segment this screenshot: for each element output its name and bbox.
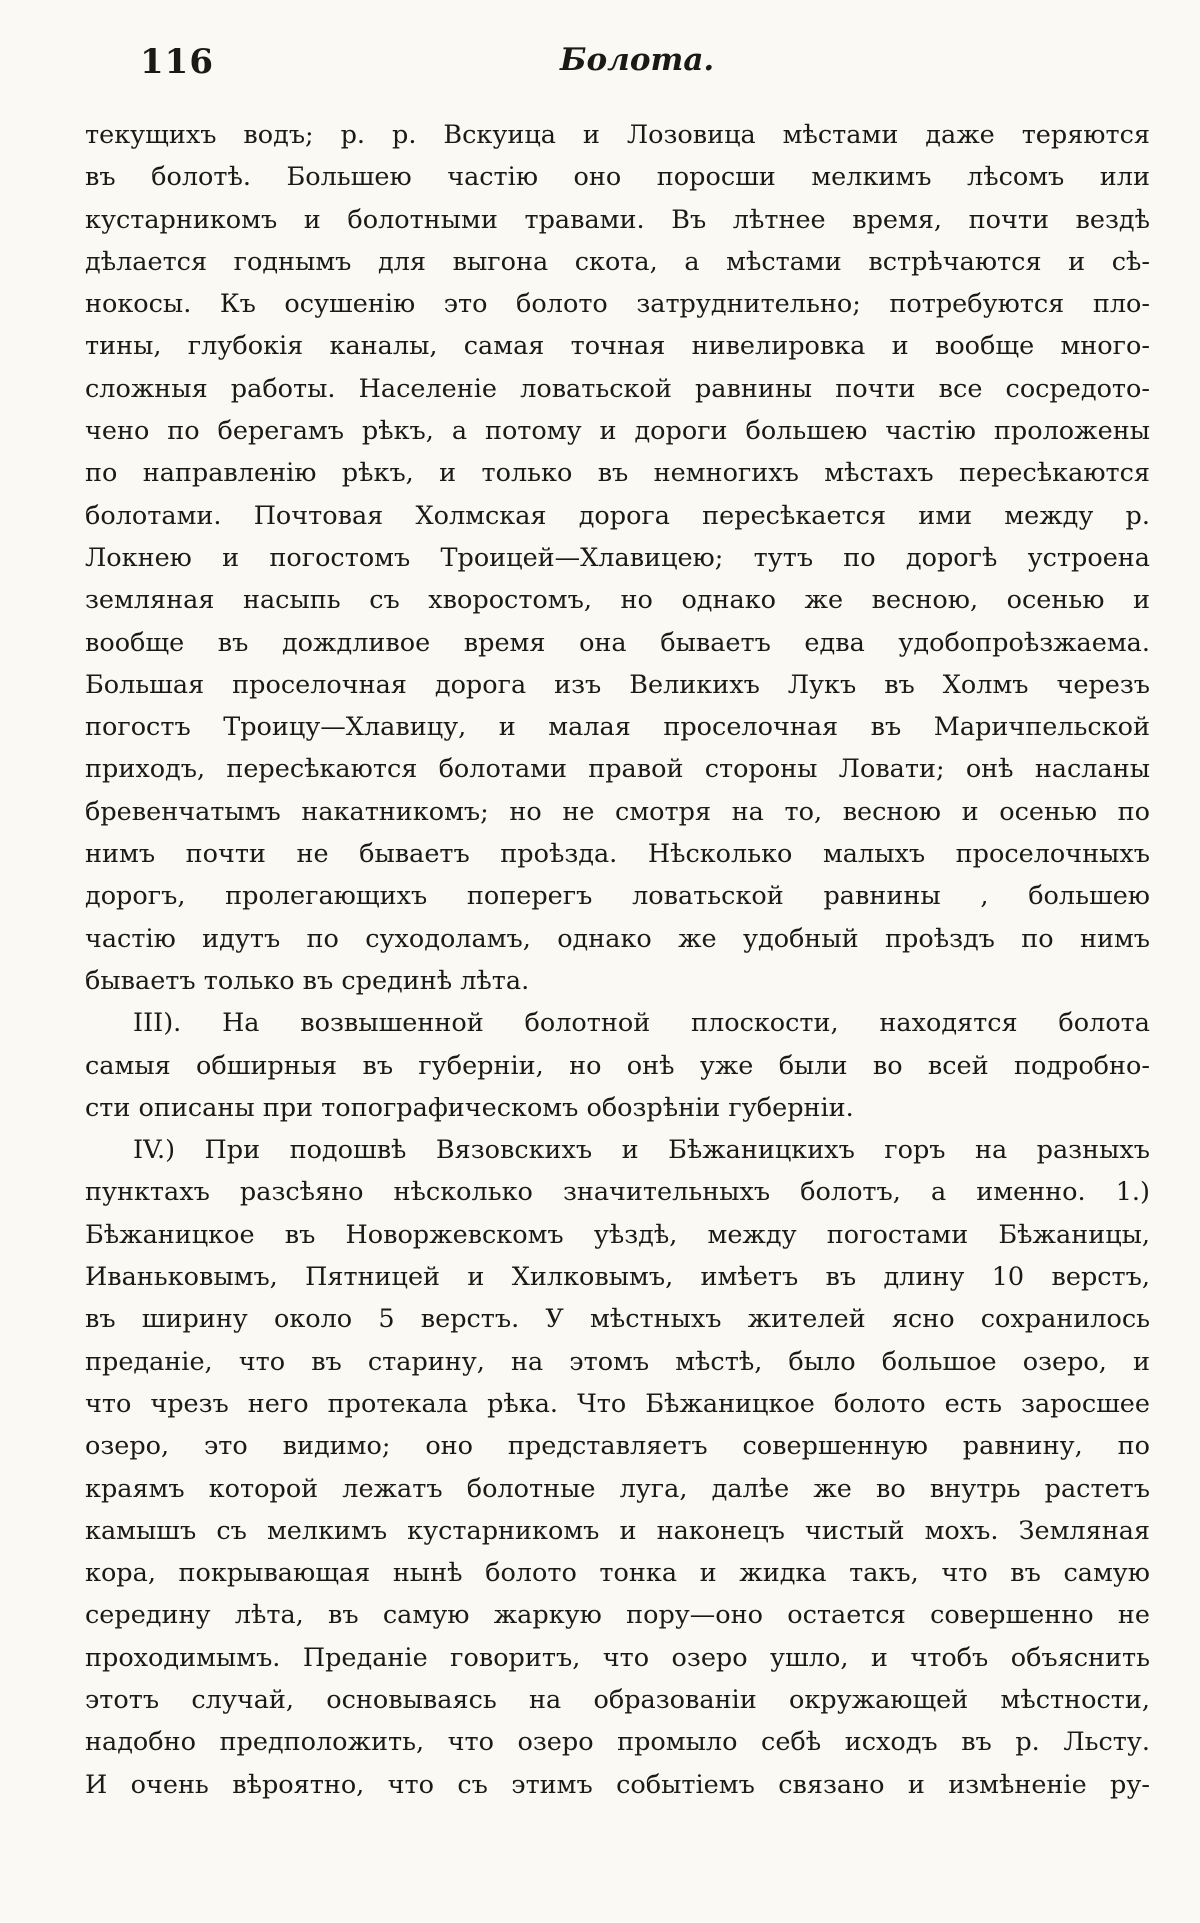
text-line: самыя обширныя въ губерніи, но онѣ уже были во всей подробно- <box>85 1050 1150 1081</box>
text-line: въ ширину около 5 верстъ. У мѣстныхъ жителей ясно сохранилось <box>85 1304 1150 1335</box>
text-line: по направленію рѣкъ, и только въ немногихъ мѣстахъ пересѣкаются <box>85 458 1150 489</box>
paragraph-start-line: III). На возвышенной болотной плоскости, находятся болота <box>133 1008 1150 1039</box>
text-line: нокосы. Къ осушенію это болото затруднительно; потребуются пло- <box>85 289 1150 320</box>
text-line: земляная насыпь съ хворостомъ, но однако же весною, осенью и <box>85 585 1150 616</box>
text-line: краямъ которой лежатъ болотные луга, далѣе же во внутрь растетъ <box>85 1473 1150 1504</box>
text-line: сложныя работы. Населеніе ловатьской равнины почти все сосредото- <box>85 373 1150 404</box>
text-line: преданіе, что въ старину, на этомъ мѣстѣ, было большое озеро, и <box>85 1346 1150 1377</box>
text-line: Большая проселочная дорога изъ Великихъ Лукъ въ Холмъ черезъ <box>85 669 1150 700</box>
text-line: надобно предположить, что озеро промыло себѣ исходъ въ р. Льсту. <box>85 1727 1150 1758</box>
text-line: текущихъ водъ; р. р. Вскуица и Лозовица мѣстами даже теряются <box>85 120 1150 150</box>
text-line: Бѣжаницкое въ Новоржевскомъ уѣздѣ, между погостами Бѣжаницы, <box>85 1219 1150 1250</box>
text-line: пунктахъ разсѣяно нѣсколько значительныхъ болотъ, а именно. 1.) <box>85 1177 1150 1208</box>
text-line: этотъ случай, основываясь на образованіи окружающей мѣстности, <box>85 1684 1150 1715</box>
text-line: Локнею и погостомъ Троицей—Хлавицею; тутъ по дорогѣ устроена <box>85 542 1150 573</box>
text-line: проходимымъ. Преданіе говоритъ, что озеро ушло, и чтобъ объяснить <box>85 1642 1150 1673</box>
text-line: болотами. Почтовая Холмская дорога пересѣкается ими между р. <box>85 500 1150 531</box>
text-line: И очень вѣроятно, что съ этимъ событіемъ связано и измѣненіе ру- <box>85 1769 1150 1800</box>
text-line: въ болотѣ. Большею частію оно поросши мелкимъ лѣсомъ или <box>85 162 1150 193</box>
body-text <box>85 114 1150 1806</box>
text-line: тины, глубокія каналы, самая точная нивелировка и вообще много- <box>85 331 1150 362</box>
text-line: дѣлается годнымъ для выгона скота, а мѣстами встрѣчаются и сѣ- <box>85 246 1150 277</box>
text-line: частію идутъ по суходоламъ, однако же удобный проѣздъ по нимъ <box>85 923 1150 954</box>
text-line: нимъ почти не бываетъ проѣзда. Нѣсколько малыхъ проселочныхъ <box>85 839 1150 870</box>
text-line: сти описаны при топографическомъ обозрѣніи губерніи. <box>85 1092 854 1123</box>
text-line: чено по берегамъ рѣкъ, а потому и дороги большею частію проложены <box>85 416 1150 447</box>
text-line: бываетъ только въ срединѣ лѣта. <box>85 965 530 996</box>
text-line: кора, покрывающая нынѣ болото тонка и жидка такъ, что въ самую <box>85 1558 1150 1589</box>
running-title: Болота. <box>560 42 715 78</box>
text-line: вообще въ дождливое время она бываетъ едва удобопроѣзжаема. <box>85 627 1150 658</box>
page-number: 116 <box>140 42 214 82</box>
text-line: Иваньковымъ, Пятницей и Хилковымъ, имѣетъ въ длину 10 верстъ, <box>85 1262 1150 1293</box>
text-line: дорогъ, пролегающихъ поперегъ ловатьской равнины , большею <box>85 881 1150 912</box>
text-line: что чрезъ него протекала рѣка. Что Бѣжаницкое болото есть заросшее <box>85 1388 1150 1419</box>
paragraph-start-line: IV.) При подошвѣ Вязовскихъ и Бѣжаницкихъ горъ на разныхъ <box>133 1135 1150 1166</box>
text-line: озеро, это видимо; оно представляетъ совершенную равнину, по <box>85 1431 1150 1462</box>
text-line: погостъ Троицу—Хлавицу, и малая проселочная въ Маричпельской <box>85 712 1150 743</box>
text-line: приходъ, пересѣкаются болотами правой стороны Ловати; онѣ насланы <box>85 754 1150 785</box>
text-line: камышъ съ мелкимъ кустарникомъ и наконецъ чистый мохъ. Земляная <box>85 1515 1150 1546</box>
text-line: середину лѣта, въ самую жаркую пору—оно остается совершенно не <box>85 1600 1150 1631</box>
text-line: бревенчатымъ накатникомъ; но не смотря на то, весною и осенью по <box>85 796 1150 827</box>
running-head <box>70 42 1150 102</box>
text-line: кустарникомъ и болотными травами. Въ лѣтнее время, почти вездѣ <box>85 204 1150 235</box>
